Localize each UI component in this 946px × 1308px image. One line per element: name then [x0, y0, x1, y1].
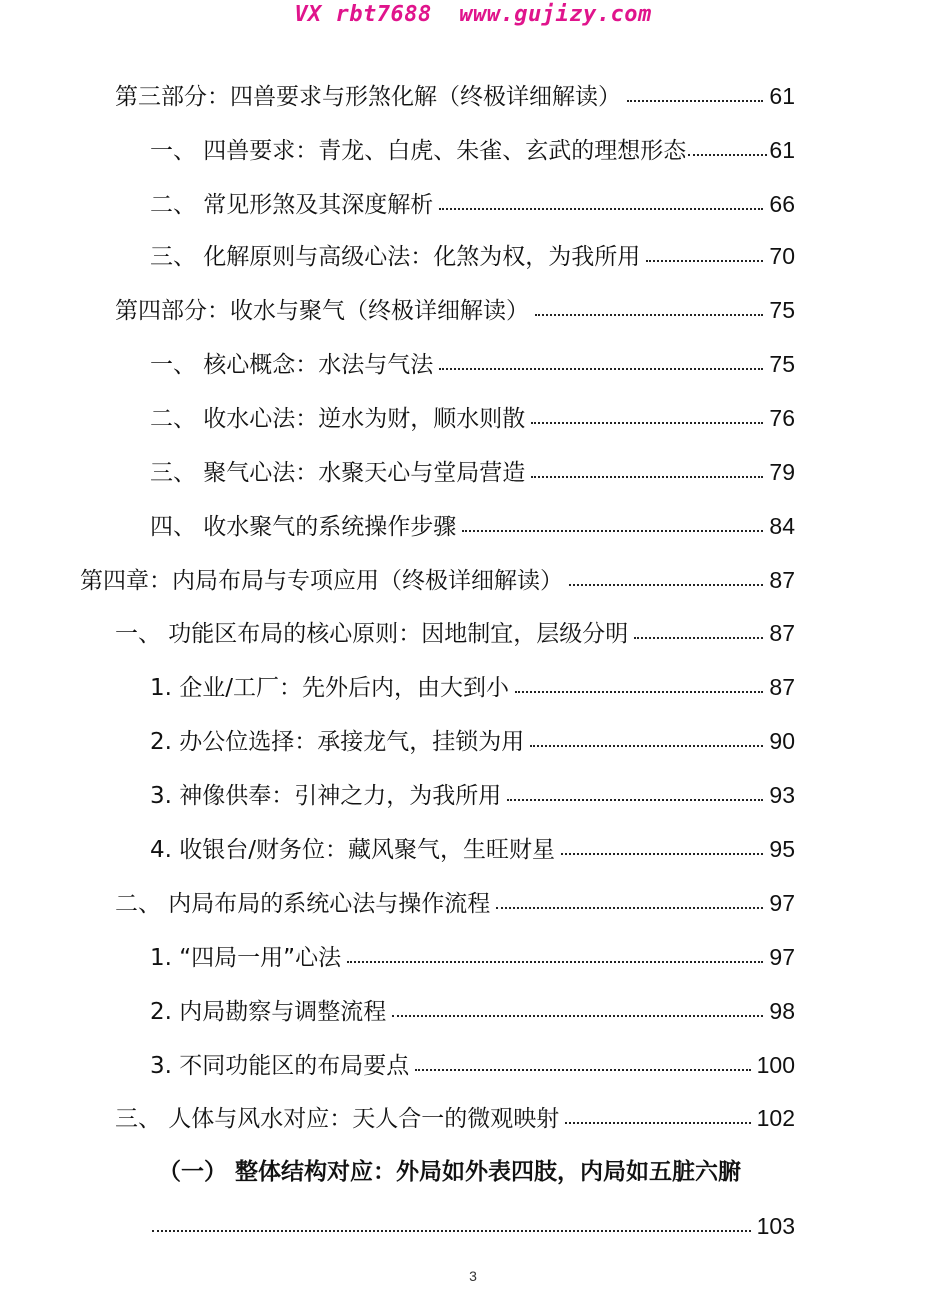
toc-entry-title: 第三部分：四兽要求与形煞化解（终极详细解读） [115, 84, 621, 110]
toc-entry-page: 102 [756, 1105, 795, 1131]
toc-entry[interactable] [80, 560, 795, 600]
toc-entry-title: 一、 功能区布局的核心原则：因地制宜，层级分明 [115, 621, 629, 647]
toc-entry-page: 100 [756, 1052, 795, 1078]
toc-entry[interactable] [150, 452, 795, 492]
toc-entry-page: 61 [769, 83, 795, 109]
toc-dot-leader [392, 989, 763, 1017]
toc-entry[interactable] [150, 667, 795, 707]
toc-entry[interactable] [150, 506, 795, 546]
toc-entry[interactable] [115, 1098, 795, 1138]
toc-entry-page: 87 [769, 567, 795, 593]
toc-entry-page: 97 [769, 944, 795, 970]
toc-entry-title: 1. 企业/工厂：先外后内，由大到小 [150, 675, 510, 701]
toc-entry-title: 第四章：内局布局与专项应用（终极详细解读） [80, 568, 563, 594]
toc-dot-leader [646, 234, 763, 262]
toc-dot-leader [561, 827, 763, 855]
toc-dot-leader [347, 935, 763, 963]
toc-dot-leader [627, 74, 763, 102]
toc-entry[interactable] [150, 184, 795, 224]
toc-dot-leader [569, 558, 763, 586]
toc-dot-leader [507, 773, 763, 801]
toc-entry-page: 90 [769, 728, 795, 754]
toc-dot-leader [530, 719, 763, 747]
toc-entry[interactable] [150, 991, 795, 1031]
toc-entry[interactable] [150, 721, 795, 761]
toc-entry[interactable] [150, 775, 795, 815]
toc-entry-page: 79 [769, 459, 795, 485]
toc-entry[interactable] [115, 76, 795, 116]
toc-entry[interactable] [150, 1045, 795, 1085]
toc-entry[interactable] [150, 130, 795, 170]
toc-entry-page: 95 [769, 836, 795, 862]
toc-entry-page: 87 [769, 620, 795, 646]
toc-entry-page: 66 [769, 191, 795, 217]
toc-entry[interactable] [150, 236, 795, 276]
toc-entry-title: 4. 收银台/财务位：藏风聚气，生旺财星 [150, 837, 556, 863]
toc-entry-title: 二、 常见形煞及其深度解析 [150, 192, 434, 218]
toc-entry-title: 二、 内局布局的系统心法与操作流程 [115, 891, 491, 917]
toc-entry-page: 75 [769, 351, 795, 377]
toc-dot-leader [152, 1204, 751, 1232]
toc-dot-leader [531, 450, 763, 478]
toc-dot-leader [634, 611, 763, 639]
toc-entry-page: 93 [769, 782, 795, 808]
toc-dot-leader [462, 504, 763, 532]
toc-entry-page: 84 [769, 513, 795, 539]
toc-entry-title: 2. 内局勘察与调整流程 [150, 999, 387, 1025]
toc-dot-leader [688, 128, 767, 156]
toc-entry-page: 75 [769, 297, 795, 323]
toc-entry-title: 一、 四兽要求：青龙、白虎、朱雀、玄武的理想形态 [150, 138, 687, 164]
toc-dot-leader [496, 881, 763, 909]
toc-entry[interactable] [150, 937, 795, 977]
toc-entry-page: 97 [769, 890, 795, 916]
toc-entry-page: 87 [769, 674, 795, 700]
toc-dot-leader [515, 665, 763, 693]
toc-dot-leader [439, 342, 763, 370]
toc-entry-title: 二、 收水心法：逆水为财，顺水则散 [150, 406, 526, 432]
watermark-text: VX rbt7688 www.gujizy.com [294, 2, 652, 27]
toc-entry[interactable] [152, 1206, 795, 1246]
toc-entry[interactable] [115, 613, 795, 653]
toc-entry-title: 2. 办公位选择：承接龙气，挂锁为用 [150, 729, 525, 755]
toc-dot-leader [531, 396, 763, 424]
toc-entry[interactable] [115, 883, 795, 923]
toc-entry[interactable] [150, 344, 795, 384]
toc-entry-page: 70 [769, 243, 795, 269]
toc-entry-title: 三、 化解原则与高级心法：化煞为权，为我所用 [150, 244, 641, 270]
toc-dot-leader [415, 1043, 750, 1071]
toc-entry[interactable] [115, 290, 795, 330]
toc-entry-page: 61 [769, 137, 795, 163]
toc-entry-title: 第四部分：收水与聚气（终极详细解读） [115, 298, 529, 324]
toc-entry-title: 1. “四局一用”心法 [150, 945, 342, 971]
toc-entry[interactable] [150, 398, 795, 438]
toc-entry-page: 103 [756, 1213, 795, 1239]
toc-entry-title: 四、 收水聚气的系统操作步骤 [150, 514, 457, 540]
toc-entry[interactable] [158, 1152, 795, 1192]
toc-dot-leader [535, 288, 763, 316]
toc-entry-page: 76 [769, 405, 795, 431]
toc-entry[interactable] [150, 829, 795, 869]
toc-dot-leader [565, 1096, 750, 1124]
toc-entry-title: 一、 核心概念：水法与气法 [150, 352, 434, 378]
toc-entry-title: （一） 整体结构对应：外局如外表四肢，内局如五脏六腑 [158, 1159, 742, 1185]
toc-entry-title: 3. 神像供奉：引神之力，为我所用 [150, 783, 502, 809]
toc-entry-title: 三、 聚气心法：水聚天心与堂局营造 [150, 460, 526, 486]
toc-dot-leader [439, 182, 763, 210]
page-number: 3 [469, 1268, 477, 1284]
toc-entry-title: 三、 人体与风水对应：天人合一的微观映射 [115, 1106, 560, 1132]
toc-entry-title: 3. 不同功能区的布局要点 [150, 1053, 410, 1079]
toc-entry-page: 98 [769, 998, 795, 1024]
